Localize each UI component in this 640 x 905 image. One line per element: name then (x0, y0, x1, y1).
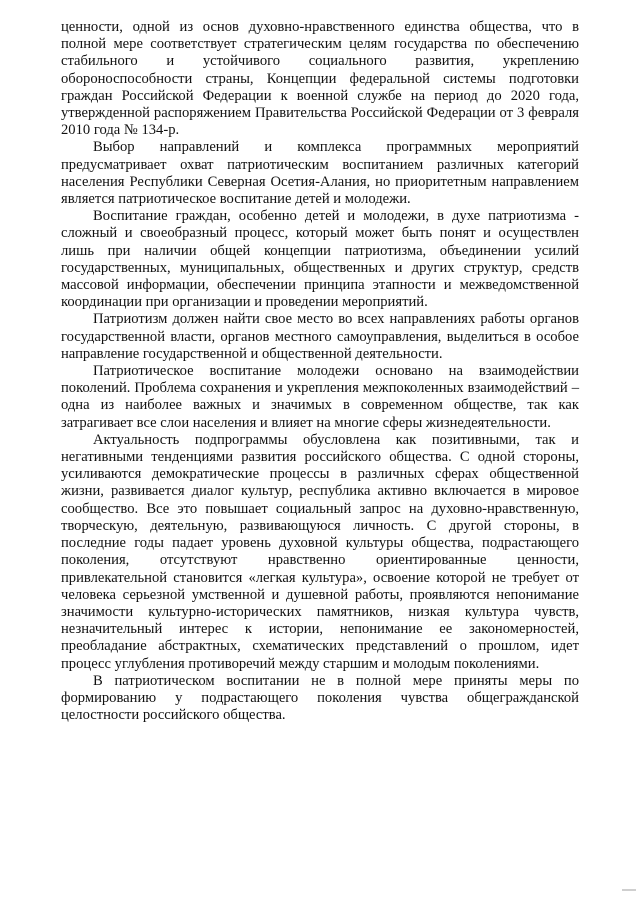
paragraph-program-choice: Выбор направлений и комплекса программных мероприятий предусматривает охват патриотическим воспитанием различных категорий населения Республики Северная Осетия-Алания, но приоритетным направлением является патриотическое воспитание детей и молодежи. (61, 139, 579, 208)
paragraph-relevance: Актуальность подпрограммы обусловлена как позитивными, так и негативными тенденциями развития российского общества. С одной стороны, усиливаются демократические процессы в различных сферах общественной жизни, развивается диалог культур, республика активно включается в мировое сообщество. Все это повышает социальный запрос на духовно-нравственную, творческую, деятельную, развивающуюся личность. С другой стороны, в последние годы падает уровень духовной культуры общества, подрастающего поколения, отсутствуют нравственно ориентированные ценности, привлекательной становится «легкая культура», освоение которой не требует от человека серьезной умственной и душевной работы, проявляются непонимание значимости культурно-исторических памятников, низкая культура чувств, незначительный интерес к истории, непонимание ее закономерностей, преобладание абстрактных, схематических представлений о прошлом, идет процесс углубления противоречий между старшим и молодым поколениями. (61, 431, 579, 672)
paragraph-measures: В патриотическом воспитании не в полной мере приняты меры по формированию у подрастающего поколения чувства общегражданской целостности российского общества. (61, 672, 579, 724)
scan-mark (622, 889, 636, 891)
paragraph-generations: Патриотическое воспитание молодежи основано на взаимодействии поколений. Проблема сохранения и укрепления межпоколенных взаимодействий – одна из наиболее важных и значимых в современном обществе, так как затрагивает все слои населения и влияет на многие сферы жизнедеятельности. (61, 363, 579, 431)
paragraph-citizen-education: Воспитание граждан, особенно детей и молодежи, в духе патриотизма - сложный и своеобразный процесс, который может быть понят и осуществлен лишь при наличии общей концепции патриотизма, объединении усилий государственных, муниципальных, общественных и других структур, средств массовой информации, обеспечении принципа этапности и межведомственной координации при организации и проведении мероприятий. (61, 208, 579, 311)
paragraph-continuation: ценности, одной из основ духовно-нравственного единства общества, что в полной мере соответствует стратегическим целям государства по обеспечению стабильного и устойчивого социального развития, укреплению обороноспособности страны, Концепции федеральной системы подготовки граждан Российской Федерации к военной службе на период до 2020 года, утвержденной распоряжением Правительства Российской Федерации от 3 февраля 2010 года № 134-р. (61, 19, 579, 139)
document-body (61, 19, 579, 724)
paragraph-patriotism-place: Патриотизм должен найти свое место во всех направлениях работы органов государственной власти, органов местного самоуправления, выделиться в особое направление государственной и общественной деятельности. (61, 311, 579, 362)
